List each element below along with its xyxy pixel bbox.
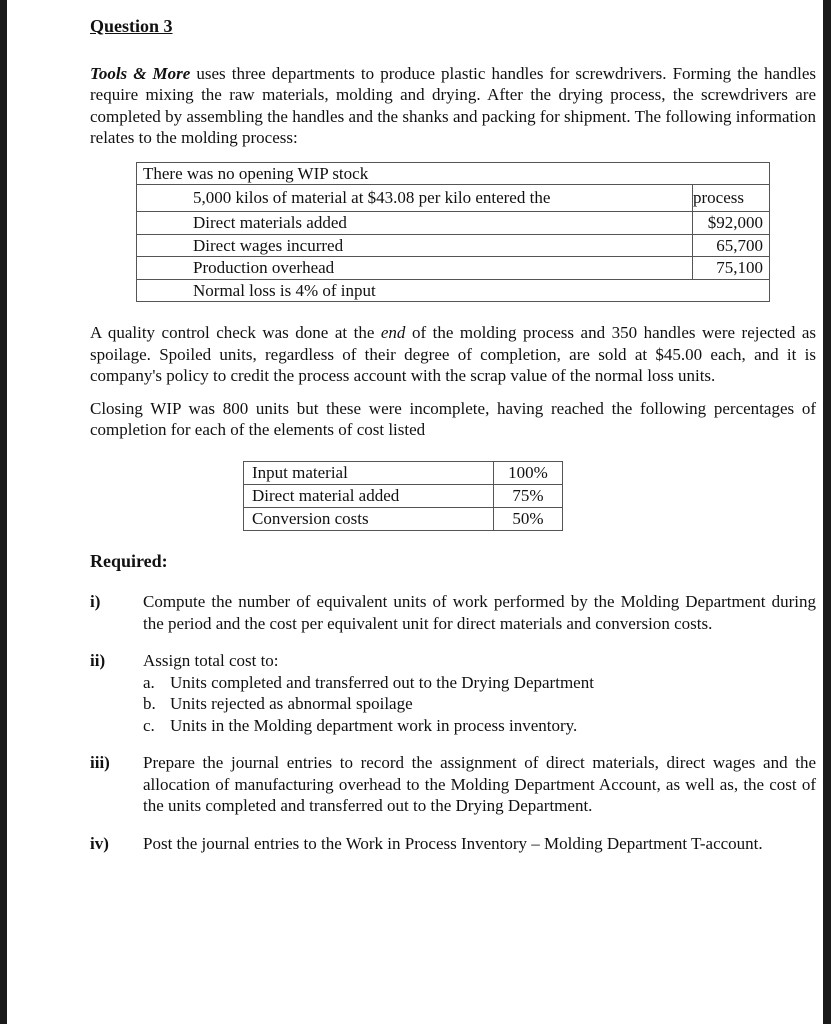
question-title: Question 3 [90, 16, 173, 36]
left-border [0, 0, 7, 1024]
sub-item [143, 715, 816, 737]
table-row [137, 212, 770, 235]
table-row [137, 234, 770, 257]
sub-item [143, 693, 816, 715]
percent-cell: 100% [494, 461, 563, 484]
percent-cell: 50% [494, 507, 563, 530]
item-text: Compute the number of equivalent units of work performed by the Molding Department during the period and the cost per equivalent unit for direct materials and conversion costs. [143, 592, 816, 633]
quality-text-1: A quality control check was done at the [90, 323, 381, 342]
cost-label-cell: Direct wages incurred [137, 234, 693, 257]
cost-label-cell: Production overhead [137, 257, 693, 280]
right-border [823, 0, 831, 1024]
item-text: Assign total cost to: [143, 651, 279, 670]
required-item [90, 752, 816, 817]
sub-text: Units completed and transferred out to the Drying Department [170, 672, 594, 692]
item-body [143, 650, 816, 736]
required-item [90, 591, 816, 634]
material-entered-cell: 5,000 kilos of material at $43.08 per kilo entered the [137, 185, 693, 212]
item-number: i) [90, 592, 101, 611]
element-cell: Conversion costs [244, 507, 494, 530]
sub-text: Units in the Molding department work in process inventory. [170, 715, 578, 735]
percent-cell: 75% [494, 484, 563, 507]
table-row [244, 484, 563, 507]
item-number: iv) [90, 833, 109, 853]
sub-letter: c. [143, 715, 155, 735]
cost-amount-cell: 75,100 [693, 257, 770, 280]
required-item [90, 833, 816, 855]
sub-letter: a. [143, 672, 155, 692]
item-number: ii) [90, 651, 106, 670]
element-cell: Input material [244, 461, 494, 484]
normal-loss-cell: Normal loss is 4% of input [137, 279, 770, 302]
required-heading: Required: [90, 550, 168, 571]
sub-item [143, 672, 816, 694]
item-text: Post the journal entries to the Work in Process Inventory – Molding Department T-account. [143, 833, 763, 853]
element-cell: Direct material added [244, 484, 494, 507]
cost-amount-cell: 65,700 [693, 234, 770, 257]
table-row [137, 257, 770, 280]
completion-table [243, 461, 563, 531]
document-page [90, 16, 816, 854]
sub-letter: b. [143, 694, 156, 713]
table-row [137, 185, 770, 212]
cost-label-cell: Direct materials added [137, 212, 693, 235]
process-cell: process [693, 185, 770, 212]
molding-info-table [136, 162, 770, 303]
sub-text: Units rejected as abnormal spoilage [170, 694, 413, 713]
cost-amount-cell: $92,000 [693, 212, 770, 235]
intro-paragraph [90, 63, 816, 149]
opening-wip-cell: There was no opening WIP stock [137, 162, 770, 185]
quality-text-2: of the molding process and 350 handles were rejected as spoilage. Spoiled units, regardless of their degree of completion, are sold at $45.00 each, and it is company's policy to credit the process account with the scrap value of the normal loss units. [90, 323, 816, 385]
quality-emphasis: end [380, 323, 406, 342]
closing-wip-paragraph: Closing WIP was 800 units but these were incomplete, having reached the following percentages of completion for each of the elements of cost listed [90, 398, 816, 439]
required-item [90, 650, 816, 736]
table-row [244, 461, 563, 484]
table-row [137, 162, 770, 185]
company-name: Tools & More [90, 63, 191, 83]
intro-text: uses three departments to produce plastic handles for screwdrivers. Forming the handles require mixing the raw materials, molding and drying. After the drying process, the screwdrivers are completed by assembling the handles and the shanks and packing for shipment. The following information relates to the molding process: [90, 63, 816, 147]
table-row [244, 507, 563, 530]
table-row [137, 279, 770, 302]
item-text: Prepare the journal entries to record the assignment of direct materials, direct wages and the allocation of manufacturing overhead to the Molding Department Account, as well as, the cost of the units completed and transferred out to the Drying Department. [143, 753, 816, 815]
item-number: iii) [90, 753, 110, 772]
quality-check-paragraph [90, 322, 816, 387]
